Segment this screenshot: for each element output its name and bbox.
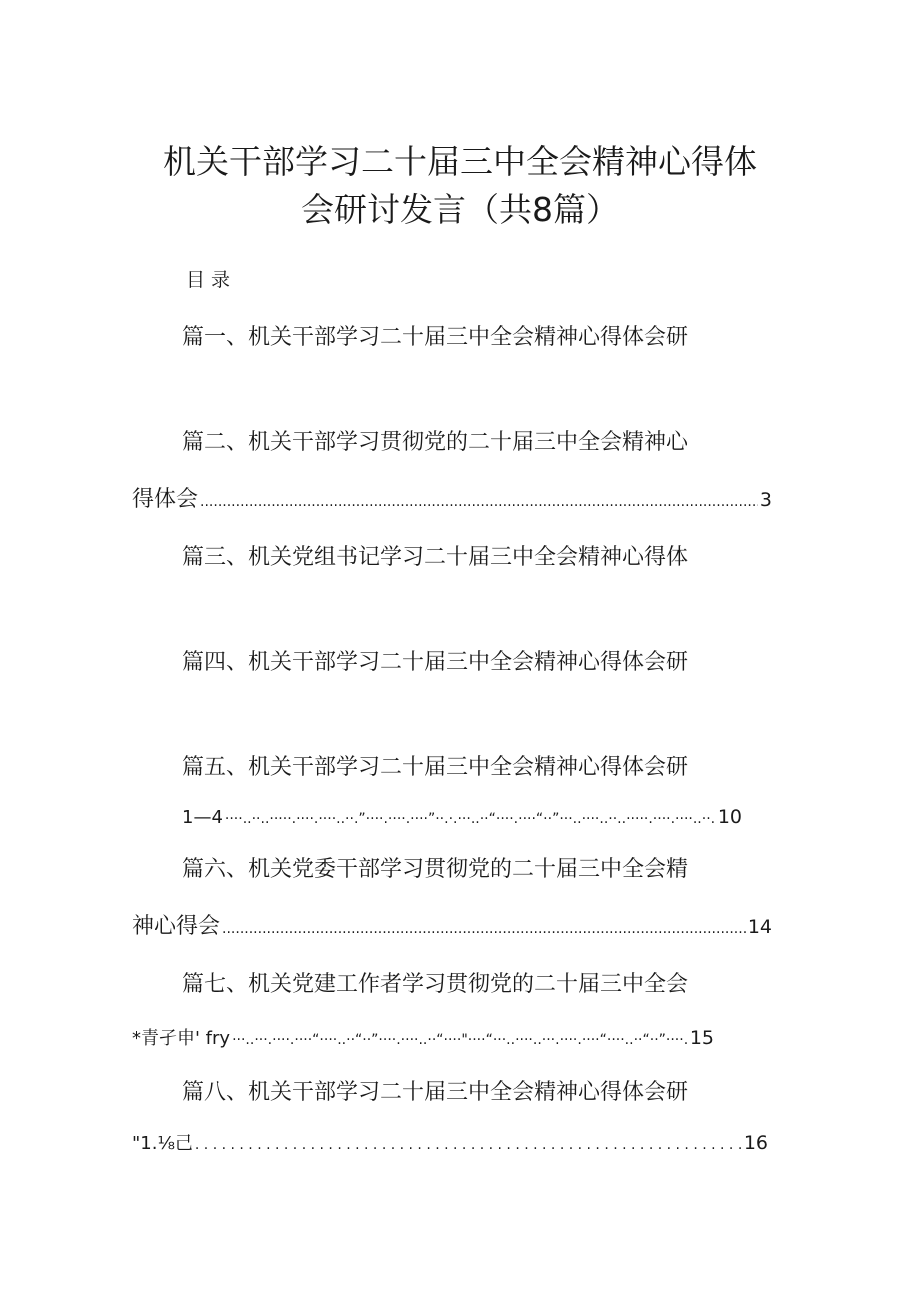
dot-leader (200, 487, 758, 517)
dot-leader (222, 914, 746, 944)
toc-entry-5-cont-text: 1—4 (182, 807, 223, 828)
toc-entry-8: 篇八、机关干部学习二十届三中全会精神心得体会研 (182, 1080, 689, 1105)
toc-heading: 目录 (186, 269, 237, 291)
toc-entry-5-page: 10 (717, 806, 742, 828)
toc-entry-7: 篇七、机关党建工作者学习贯彻党的二十届三中全会 (182, 972, 689, 997)
toc-entry-7-page: 15 (689, 1027, 714, 1049)
toc-entry-8-page: 16 (743, 1132, 768, 1154)
toc-entry-7-cont-text: *青孑申' fry (132, 1028, 231, 1049)
toc-entry-4: 篇四、机关干部学习二十届三中全会精神心得体会研 (182, 650, 689, 675)
toc-entry-2-continuation (132, 485, 772, 517)
dot-leader (195, 1130, 742, 1160)
toc-entry-1: 篇一、机关干部学习二十届三中全会精神心得体会研 (182, 325, 689, 350)
toc-entry-6-page: 14 (747, 916, 772, 938)
document-title-line-2: 会研讨发言（共8篇） (301, 190, 619, 229)
toc-entry-2-cont-text: 得体会 (132, 487, 199, 512)
dot-leader (225, 804, 716, 834)
toc-entry-8-continuation (132, 1128, 768, 1160)
toc-entry-6-cont-text: 神心得会 (132, 914, 221, 939)
toc-entry-6-continuation (132, 912, 772, 944)
toc-entry-3: 篇三、机关党组书记学习二十届三中全会精神心得体 (182, 545, 689, 570)
toc-entry-7-continuation (132, 1023, 714, 1055)
dot-leader (232, 1025, 688, 1055)
toc-entry-6: 篇六、机关党委干部学习贯彻党的二十届三中全会精 (182, 857, 689, 882)
toc-entry-2: 篇二、机关干部学习贯彻党的二十届三中全会精神心 (182, 430, 689, 455)
toc-entry-2-page: 3 (759, 489, 772, 511)
toc-entry-5-continuation (182, 802, 742, 834)
toc-entry-5: 篇五、机关干部学习二十届三中全会精神心得体会研 (182, 755, 689, 780)
toc-entry-8-cont-text: "1.⅛己 (132, 1133, 193, 1154)
document-title-line-1: 机关干部学习二十届三中全会精神心得体 (163, 142, 757, 181)
